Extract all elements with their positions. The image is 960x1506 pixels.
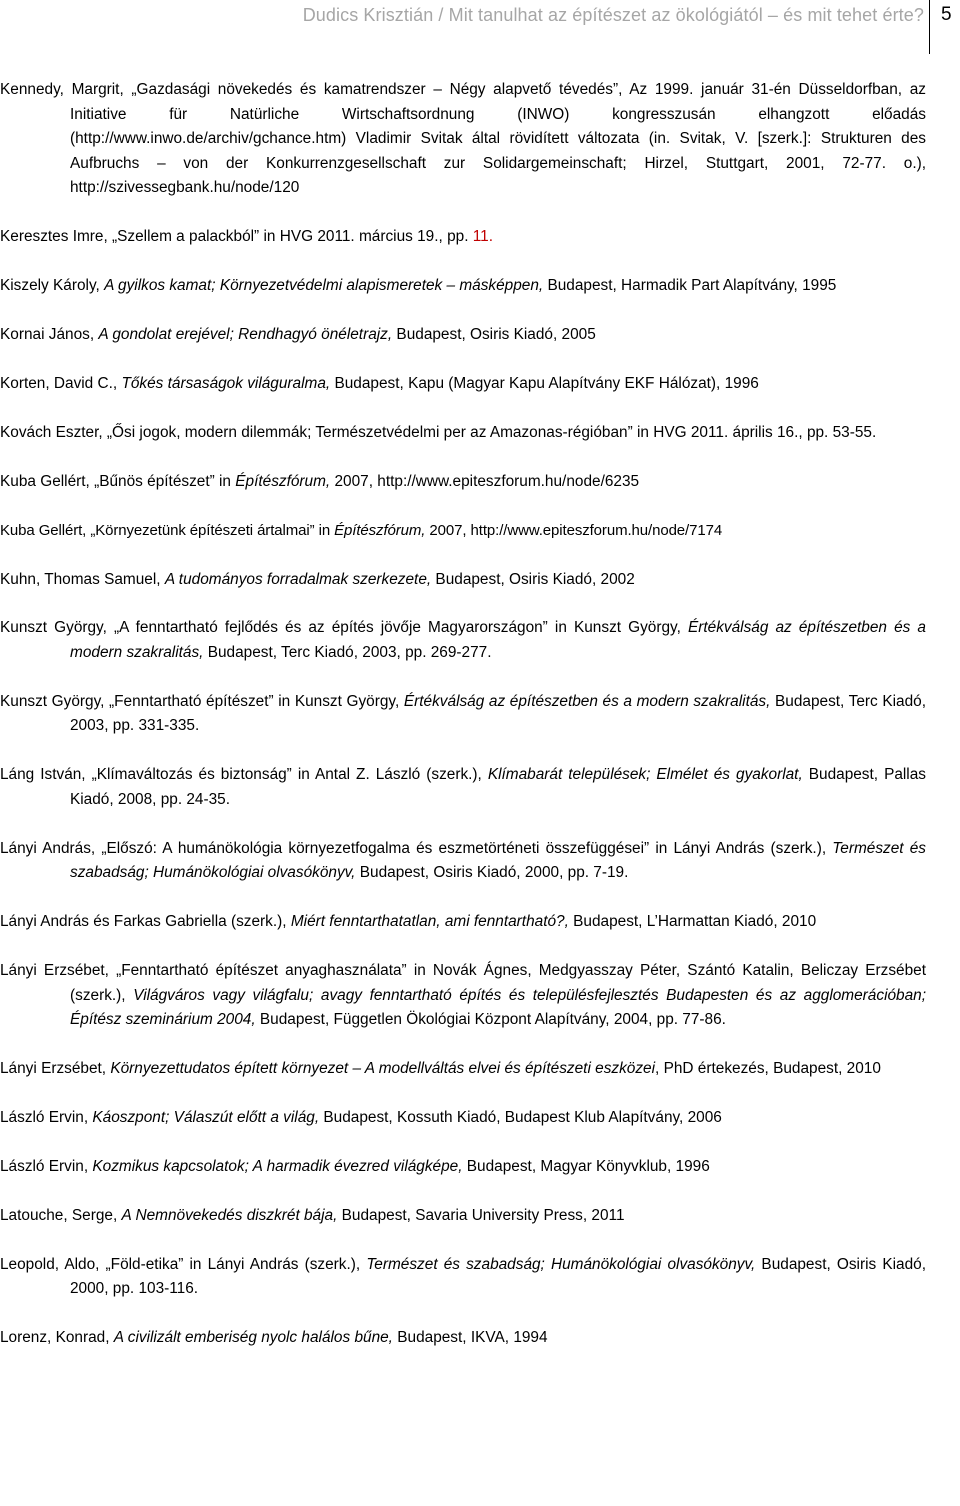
bibliography-entry-kennedy <box>0 78 926 201</box>
entry-title-italic: A gondolat erejével; Rendhagyó önéletrajz, <box>98 326 393 344</box>
entry-text: 2007, http://www.epiteszforum.hu/node/7174 <box>425 521 723 539</box>
entry-text: Kiszely Károly, <box>0 277 105 295</box>
entry-title-italic: Klímabarát települések; Elmélet és gyakorlat, <box>487 766 803 784</box>
entry-text: Budapest, Pallas Kiadó, 2008, pp. 24-35. <box>70 766 926 808</box>
bibliography-entry-kuba1 <box>0 470 926 495</box>
entry-text: 11. <box>472 228 494 246</box>
entry-text: Kunszt György, „Fenntartható építészet” in Kunszt György, <box>0 692 404 710</box>
entry-title-italic: A tudományos forradalmak szerkezete, <box>164 570 432 588</box>
entry-text: Budapest, IKVA, 1994 <box>392 1329 548 1347</box>
entry-text: Latouche, Serge, <box>0 1206 122 1224</box>
entry-text: Lányi András és Farkas Gabriella (szerk.), <box>0 913 291 931</box>
entry-text: Kuba Gellért, „Környezetünk építészeti ártalmai” in <box>0 521 335 539</box>
entry-text: Budapest, Osiris Kiadó, 2000, pp. 103-116. <box>70 1255 926 1298</box>
entry-title-italic: Világváros vagy világfalu; avagy fenntartható építés és településfejlesztés Budapesten és az agglomerációban; Építész szeminárium 2004, <box>70 986 926 1029</box>
entry-text: Lorenz, Konrad, <box>0 1329 114 1347</box>
bibliography-entry-korten <box>0 372 926 397</box>
bibliography-entry-latouche <box>0 1204 926 1229</box>
bibliography-entry-lang <box>0 763 926 812</box>
entry-title-italic: A Nemnövekedés diszkrét bája, <box>121 1206 338 1224</box>
entry-text: Budapest, Terc Kiadó, 2003, pp. 331-335. <box>70 692 926 735</box>
bibliography-entry-kuhn <box>0 568 926 593</box>
entry-text: Budapest, L’Harmattan Kiadó, 2010 <box>568 913 817 931</box>
bibliography-entry-kovach <box>0 421 926 446</box>
entry-text: Budapest, Osiris Kiadó, 2002 <box>431 570 635 588</box>
entry-title-italic: Káoszpont; Válaszút előtt a világ, <box>92 1109 320 1127</box>
bibliography-entry-lanyi4 <box>0 1057 926 1082</box>
entry-text: Budapest, Terc Kiadó, 2003, pp. 269-277. <box>203 643 492 661</box>
entry-title-italic: Kozmikus kapcsolatok; A harmadik évezred világképe, <box>92 1158 463 1176</box>
entry-text: Láng István, „Klímaváltozás és biztonság” in Antal Z. László (szerk.), <box>0 766 488 784</box>
entry-text: Budapest, Osiris Kiadó, 2000, pp. 7-19. <box>355 864 629 882</box>
entry-text: Korten, David C., <box>0 374 122 392</box>
bibliography-entry-lanyi2 <box>0 910 926 935</box>
entry-text: László Ervin, <box>0 1109 93 1127</box>
bibliography-list <box>0 78 926 1375</box>
entry-text: Kovách Eszter, „Ősi jogok, modern dilemmák; Természetvédelmi per az Amazonas-régióban” in HVG 2011. április 16., pp. 53-55. <box>0 423 877 441</box>
entry-title-italic: Tőkés társaságok világuralma, <box>121 374 331 392</box>
entry-text: Budapest, Osiris Kiadó, 2005 <box>392 326 596 344</box>
bibliography-entry-lorenz <box>0 1326 926 1351</box>
entry-title-italic: Természet és szabadság; Humánökológiai olvasókönyv, <box>366 1255 756 1273</box>
bibliography-entry-lanyi1 <box>0 837 926 886</box>
entry-title-italic: Természet és szabadság; Humánökológiai olvasókönyv, <box>70 839 927 882</box>
bibliography-entry-kunszt1 <box>0 616 926 665</box>
entry-text: Budapest, Független Ökológiai Központ Alapítvány, 2004, pp. 77-86. <box>255 1011 726 1029</box>
entry-title-italic: Miért fenntarthatatlan, ami fenntartható?, <box>290 913 569 931</box>
entry-text: Kennedy, Margrit, „Gazdasági növekedés és kamatrendszer – Négy alapvető tévedés”, Az 1999. január 31-én Düsseldorfban, az Initiative für Natürliche Wirtschaftsordnung (INWO) kongresszusán elhangzott előadás (http://www.inwo.de/archiv/gchance.htm) Vladimir Svitak által rövidített változata (in. Svitak, V. [szerk.]: Strukturen des Aufbruchs – von der Konkurrenzgesellschaft zur Solidargemeinschaft; Hirzel, Stuttgart, 2001, 72-77. o.), http://szivessegbank.hu/node/120 <box>0 81 926 197</box>
entry-text: Budapest, Kossuth Kiadó, Budapest Klub Alapítvány, 2006 <box>319 1109 722 1127</box>
bibliography-entry-laszlo1 <box>0 1106 926 1131</box>
entry-title-italic: Környezettudatos épített környezet – A modellváltás elvei és építészeti eszközei <box>110 1060 656 1078</box>
bibliography-entry-kunszt2 <box>0 690 926 739</box>
bibliography-entry-keresztes <box>0 225 926 250</box>
bibliography-entry-kuba2 <box>0 519 926 544</box>
page-number: 5 <box>941 4 952 25</box>
entry-text: Kuhn, Thomas Samuel, <box>0 570 165 588</box>
entry-text: , PhD értekezés, Budapest, 2010 <box>655 1060 881 1078</box>
entry-title-italic: A gyilkos kamat; Környezetvédelmi alapismeretek – másképpen, <box>104 277 544 295</box>
bibliography-entry-kiszely <box>0 274 926 299</box>
entry-text: Kuba Gellért, „Bűnös építészet” in <box>0 472 236 490</box>
entry-text: Lányi Erzsébet, „Fenntartható építészet anyaghasználata” in Novák Ágnes, Medgyasszay Péter, Szántó Katalin, Beliczay Erzsébet (szerk.), <box>0 962 926 1004</box>
entry-text: Budapest, Kapu (Magyar Kapu Alapítvány EKF Hálózat), 1996 <box>330 374 759 392</box>
entry-text: Leopold, Aldo, „Föld-etika” in Lányi András (szerk.), <box>0 1255 367 1273</box>
bibliography-entry-leopold <box>0 1253 926 1302</box>
entry-title-italic: Értékválság az építészetben és a modern szakralitás, <box>70 619 926 661</box>
entry-text: László Ervin, <box>0 1158 93 1176</box>
bibliography-entry-kornai <box>0 323 926 348</box>
entry-text: Lányi András, „Előszó: A humánökológia környezetfogalma és eszmetörténeti összefüggései” in Lányi András (szerk.), <box>0 839 833 857</box>
bibliography-entry-lanyi3 <box>0 959 926 1033</box>
running-header-title: Dudics Krisztián / Mit tanulhat az építészet az ökológiától – és mit tehet érte? <box>302 5 924 25</box>
page-header <box>0 0 960 54</box>
entry-text: Budapest, Savaria University Press, 2011 <box>337 1206 625 1224</box>
entry-text: 2007, http://www.epiteszforum.hu/node/6235 <box>330 472 640 490</box>
entry-text: Kunszt György, „A fenntartható fejlődés és az építés jövője Magyarországon” in Kunszt György, <box>0 619 688 637</box>
header-divider <box>929 0 930 54</box>
entry-title-italic: A civilizált emberiség nyolc halálos bűne, <box>113 1329 393 1347</box>
entry-text: Kornai János, <box>0 326 99 344</box>
entry-title-italic: Értékválság az építészetben és a modern szakralitás, <box>403 692 771 710</box>
entry-text: Keresztes Imre, „Szellem a palackból” in HVG 2011. március 19., pp. <box>0 228 473 246</box>
bibliography-entry-laszlo2 <box>0 1155 926 1180</box>
entry-text: Budapest, Magyar Könyvklub, 1996 <box>462 1158 710 1176</box>
entry-title-italic: Építészfórum, <box>235 472 331 490</box>
entry-title-italic: Építészfórum, <box>334 521 426 539</box>
entry-text: Lányi Erzsébet, <box>0 1060 111 1078</box>
entry-text: Budapest, Harmadik Part Alapítvány, 1995 <box>543 277 837 295</box>
